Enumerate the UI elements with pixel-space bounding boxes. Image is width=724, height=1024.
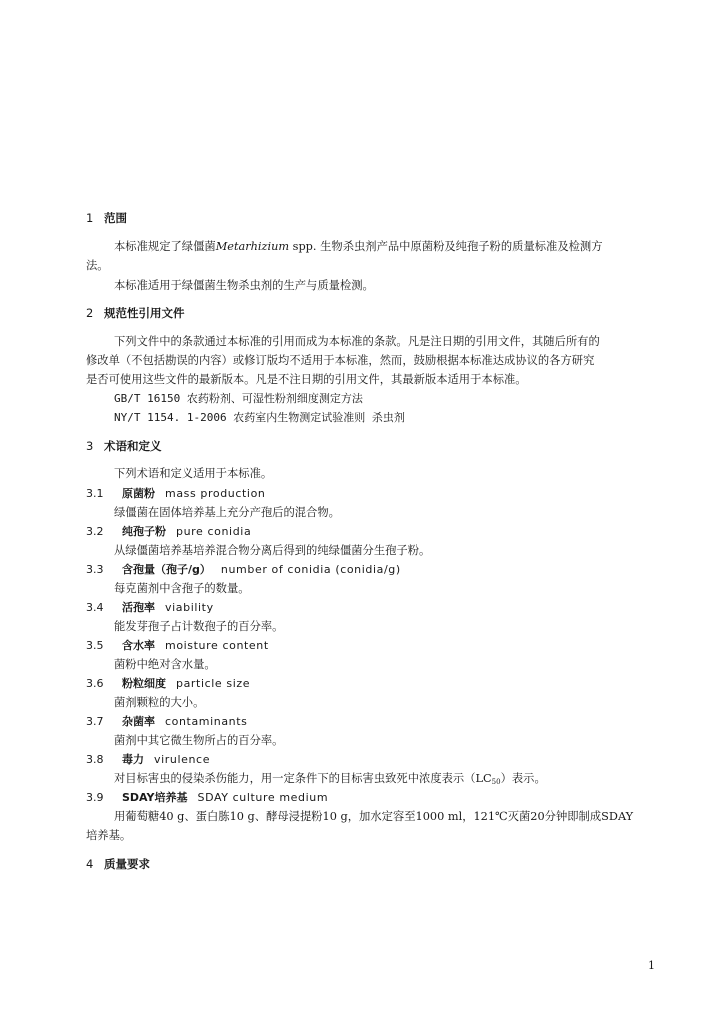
normative-reference-1: GB/T 16150 农药粉剂、可湿性粉剂细度测定方法 bbox=[114, 392, 363, 405]
section-number: 4 bbox=[86, 857, 94, 871]
text-segment: 本标准规定了绿僵菌 bbox=[114, 240, 216, 253]
term-definition-line-2: 培养基。 bbox=[86, 829, 132, 842]
section-1-paragraph-1-line-2: 法。 bbox=[86, 259, 109, 272]
section-1-paragraph-2: 本标准适用于绿僵菌生物杀虫剂的生产与质量检测。 bbox=[114, 279, 374, 292]
text-segment: 对目标害虫的侵染杀伤能力，用一定条件下的目标害虫致死中浓度表示（LC bbox=[114, 772, 492, 785]
term-heading bbox=[86, 753, 210, 767]
term-zh: 毒力 bbox=[122, 753, 144, 766]
term-heading bbox=[86, 677, 250, 691]
term-definition: 从绿僵菌培养基培养混合物分离后得到的纯绿僵菌分生孢子粉。 bbox=[114, 544, 431, 557]
term-definition: 用葡萄糖40 g、蛋白胨10 g、酵母浸提粉10 g，加水定容至1000 ml，121℃灭菌20分钟即制成SDAY bbox=[114, 810, 634, 823]
section-number: 2 bbox=[86, 306, 94, 320]
term-en: contaminants bbox=[165, 715, 248, 728]
term-number: 3.9 bbox=[86, 791, 104, 804]
section-number: 3 bbox=[86, 439, 94, 453]
section-2-heading bbox=[86, 306, 185, 320]
term-zh: 粉粒细度 bbox=[122, 677, 166, 690]
term-zh: 活孢率 bbox=[122, 601, 155, 614]
genus-name: Metarhizium bbox=[215, 240, 290, 253]
term-definition: 菌剂中其它微生物所占的百分率。 bbox=[114, 734, 284, 747]
section-1-paragraph-1-line-1 bbox=[114, 240, 603, 254]
term-zh: 原菌粉 bbox=[122, 487, 155, 500]
term-number: 3.2 bbox=[86, 525, 104, 538]
section-2-paragraph-line-1: 下列文件中的条款通过本标准的引用而成为本标准的条款。凡是注日期的引用文件，其随后所有的 bbox=[114, 335, 600, 348]
section-title: 规范性引用文件 bbox=[104, 306, 185, 320]
term-zh: 含孢量（孢子/g） bbox=[122, 563, 211, 576]
term-heading bbox=[86, 487, 265, 501]
section-title: 术语和定义 bbox=[104, 439, 162, 453]
term-number: 3.7 bbox=[86, 715, 104, 728]
term-en: virulence bbox=[154, 753, 211, 766]
term-zh: 纯孢子粉 bbox=[122, 525, 166, 538]
section-4-heading bbox=[86, 857, 150, 871]
term-en: viability bbox=[165, 601, 214, 614]
text-segment: ）表示。 bbox=[500, 772, 546, 785]
section-number: 1 bbox=[86, 211, 94, 225]
text-segment: spp. 生物杀虫剂产品中原菌粉及纯孢子粉的质量标准及检测方 bbox=[289, 240, 603, 253]
term-heading bbox=[86, 715, 248, 729]
term-number: 3.4 bbox=[86, 601, 104, 614]
term-heading bbox=[86, 639, 269, 653]
term-heading bbox=[86, 791, 328, 805]
section-3-intro: 下列术语和定义适用于本标准。 bbox=[114, 467, 273, 480]
term-definition: 能发芽孢子占计数孢子的百分率。 bbox=[114, 620, 284, 633]
term-en: number of conidia (conidia/g) bbox=[220, 563, 401, 576]
term-heading bbox=[86, 525, 251, 539]
term-en: mass production bbox=[165, 487, 266, 500]
term-definition bbox=[114, 772, 546, 789]
term-heading bbox=[86, 601, 214, 615]
subscript: 50 bbox=[491, 778, 501, 786]
section-title: 质量要求 bbox=[104, 857, 150, 871]
term-definition: 菌粉中绝对含水量。 bbox=[114, 658, 216, 671]
term-en: SDAY culture medium bbox=[197, 791, 329, 804]
section-3-heading bbox=[86, 439, 162, 453]
section-2-paragraph-line-2: 修改单（不包括勘误的内容）或修订版均不适用于本标准，然而，鼓励根据本标准达成协议的各方研究 bbox=[86, 354, 595, 367]
term-definition: 绿僵菌在固体培养基上充分产孢后的混合物。 bbox=[114, 506, 340, 519]
term-zh: SDAY培养基 bbox=[122, 791, 188, 804]
term-en: moisture content bbox=[165, 639, 269, 652]
term-definition: 每克菌剂中含孢子的数量。 bbox=[114, 582, 250, 595]
term-en: pure conidia bbox=[176, 525, 252, 538]
normative-reference-2: NY/T 1154. 1-2006 农药室内生物测定试验准则 杀虫剂 bbox=[114, 411, 405, 424]
term-number: 3.1 bbox=[86, 487, 104, 500]
term-en: particle size bbox=[176, 677, 251, 690]
term-number: 3.5 bbox=[86, 639, 104, 652]
term-number: 3.8 bbox=[86, 753, 104, 766]
section-2-paragraph-line-3: 是否可使用这些文件的最新版本。凡是不注日期的引用文件，其最新版本适用于本标准。 bbox=[86, 373, 527, 386]
term-number: 3.3 bbox=[86, 563, 104, 576]
term-zh: 杂菌率 bbox=[122, 715, 155, 728]
page-number: 1 bbox=[648, 959, 655, 972]
term-heading bbox=[86, 563, 401, 577]
term-definition: 菌剂颗粒的大小。 bbox=[114, 696, 205, 709]
term-number: 3.6 bbox=[86, 677, 104, 690]
term-zh: 含水率 bbox=[122, 639, 155, 652]
section-title: 范围 bbox=[104, 211, 127, 225]
section-1-heading bbox=[86, 211, 127, 225]
